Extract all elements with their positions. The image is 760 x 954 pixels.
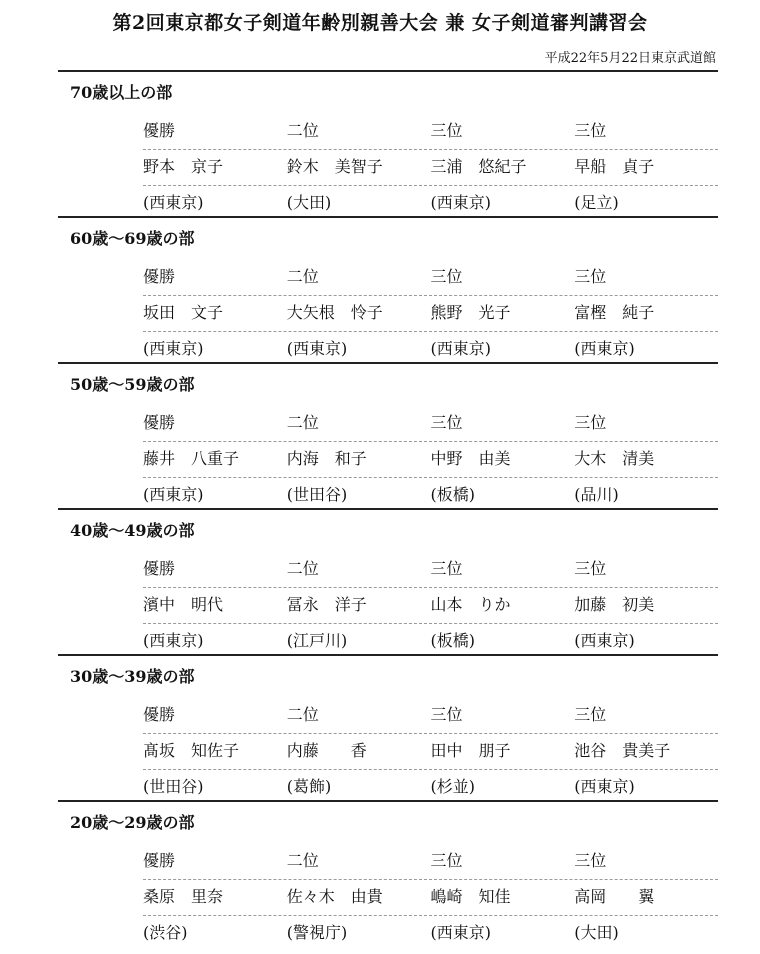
winner-name: 野本 京子 — [143, 157, 224, 176]
rank-label: 三位 — [574, 413, 607, 432]
rank-label: 三位 — [430, 851, 463, 870]
event-date: 平成22年5月22日東京武道館 — [544, 51, 716, 66]
section-divider — [58, 654, 718, 656]
rank-label: 三位 — [430, 705, 463, 724]
name-row — [143, 587, 718, 624]
rank-label: 三位 — [574, 851, 607, 870]
team-name: (西東京) — [574, 631, 635, 650]
team-name: (大田) — [574, 923, 619, 942]
section-divider — [58, 508, 718, 510]
rank-label: 二位 — [286, 121, 319, 140]
rank-label: 三位 — [430, 267, 463, 286]
age-section — [0, 70, 760, 216]
section-name: 30歳～39歳の部 — [70, 667, 195, 686]
winner-name: 三浦 悠紀子 — [430, 157, 527, 176]
rank-label: 優勝 — [143, 413, 176, 432]
winner-name: 中野 由美 — [430, 449, 511, 468]
team-name: (渋谷) — [143, 923, 188, 942]
winner-name: 内藤 香 — [286, 741, 367, 760]
section-divider — [58, 216, 718, 218]
rank-label: 二位 — [286, 559, 319, 578]
section-name: 20歳～29歳の部 — [70, 813, 195, 832]
team-name: (警視庁) — [286, 923, 348, 942]
team-name: (大田) — [286, 193, 332, 212]
team-name: (西東京) — [143, 339, 204, 358]
rank-row — [143, 405, 718, 442]
winner-name: 山本 りか — [430, 595, 511, 614]
rank-label: 優勝 — [143, 851, 176, 870]
team-name: (西東京) — [143, 485, 204, 504]
name-row — [143, 295, 718, 332]
winner-name: 大矢根 怜子 — [286, 303, 383, 322]
team-row — [143, 915, 718, 951]
name-row — [143, 733, 718, 770]
team-name: (世田谷) — [143, 777, 204, 796]
team-name: (板橋) — [430, 631, 475, 650]
rank-label: 二位 — [286, 851, 319, 870]
winner-name: 藤井 八重子 — [143, 449, 240, 468]
winner-name: 大木 清美 — [574, 449, 655, 468]
team-name: (西東京) — [286, 339, 348, 358]
team-name: (品川) — [574, 485, 619, 504]
team-name: (葛飾) — [286, 777, 332, 796]
name-row — [143, 879, 718, 916]
winner-name: 濱中 明代 — [143, 595, 224, 614]
team-name: (世田谷) — [286, 485, 348, 504]
section-name: 60歳～69歳の部 — [70, 229, 195, 248]
team-name: (西東京) — [143, 631, 204, 650]
section-divider — [58, 70, 718, 72]
team-name: (江戸川) — [286, 631, 348, 650]
age-section — [0, 508, 760, 654]
winner-name: 富樫 純子 — [574, 303, 655, 322]
rank-row — [143, 697, 718, 734]
winner-name: 内海 和子 — [286, 449, 367, 468]
winner-name: 加藤 初美 — [574, 595, 655, 614]
age-section — [0, 800, 760, 946]
section-divider — [58, 362, 718, 364]
rank-row — [143, 551, 718, 588]
rank-label: 三位 — [430, 121, 463, 140]
age-section — [0, 362, 760, 508]
rank-label: 三位 — [574, 559, 607, 578]
rank-row — [143, 843, 718, 880]
winner-name: 坂田 文子 — [143, 303, 224, 322]
results-list — [0, 70, 760, 946]
team-name: (杉並) — [430, 777, 475, 796]
winner-name: 早船 貞子 — [574, 157, 655, 176]
winner-name: 熊野 光子 — [430, 303, 511, 322]
rank-label: 二位 — [286, 705, 319, 724]
age-section — [0, 654, 760, 800]
name-row — [143, 441, 718, 478]
rank-label: 優勝 — [143, 121, 176, 140]
rank-label: 三位 — [430, 559, 463, 578]
winner-name: 桑原 里奈 — [143, 887, 224, 906]
rank-label: 優勝 — [143, 267, 176, 286]
rank-label: 二位 — [286, 413, 319, 432]
team-name: (板橋) — [430, 485, 475, 504]
winner-name: 冨永 洋子 — [286, 595, 367, 614]
team-name: (西東京) — [430, 339, 491, 358]
section-divider — [58, 800, 718, 802]
document-title: 第2回東京都女子剣道年齢別親善大会 兼 女子剣道審判講習会 — [112, 12, 648, 34]
team-name: (西東京) — [143, 193, 204, 212]
team-name: (西東京) — [430, 193, 491, 212]
winner-name: 嶋崎 知佳 — [430, 887, 511, 906]
section-name: 70歳以上の部 — [70, 83, 173, 102]
rank-label: 三位 — [430, 413, 463, 432]
name-row — [143, 149, 718, 186]
rank-label: 優勝 — [143, 559, 176, 578]
rank-label: 優勝 — [143, 705, 176, 724]
winner-name: 鈴木 美智子 — [286, 157, 383, 176]
team-name: (西東京) — [574, 339, 635, 358]
section-name: 40歳～49歳の部 — [70, 521, 195, 540]
winner-name: 高岡 翼 — [574, 887, 655, 906]
rank-label: 三位 — [574, 121, 607, 140]
team-name: (西東京) — [430, 923, 491, 942]
rank-label: 三位 — [574, 267, 607, 286]
team-name: (足立) — [574, 193, 619, 212]
rank-row — [143, 259, 718, 296]
winner-name: 田中 朋子 — [430, 741, 511, 760]
rank-label: 二位 — [286, 267, 319, 286]
winner-name: 池谷 貴美子 — [574, 741, 671, 760]
team-name: (西東京) — [574, 777, 635, 796]
winner-name: 佐々木 由貴 — [286, 887, 383, 906]
section-name: 50歳～59歳の部 — [70, 375, 195, 394]
winner-name: 髙坂 知佐子 — [143, 741, 240, 760]
rank-row — [143, 113, 718, 150]
age-section — [0, 216, 760, 362]
rank-label: 三位 — [574, 705, 607, 724]
